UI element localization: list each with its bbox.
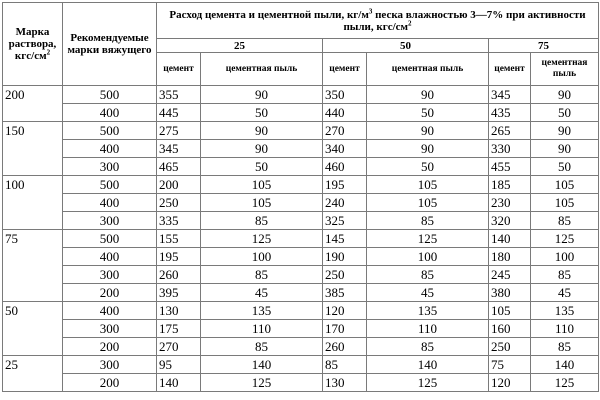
value-cell: 245 bbox=[489, 266, 531, 284]
value-cell: 355 bbox=[157, 86, 201, 104]
value-cell: 455 bbox=[489, 158, 531, 176]
value-cell: 270 bbox=[157, 338, 201, 356]
table-header bbox=[3, 3, 599, 86]
binder-cell: 400 bbox=[63, 104, 157, 122]
value-cell: 270 bbox=[323, 122, 367, 140]
binder-cell: 200 bbox=[63, 374, 157, 392]
activity-50-header: 50 bbox=[323, 39, 489, 53]
value-cell: 140 bbox=[157, 374, 201, 392]
value-cell: 135 bbox=[531, 302, 599, 320]
value-cell: 250 bbox=[489, 338, 531, 356]
value-cell: 385 bbox=[323, 284, 367, 302]
value-cell: 50 bbox=[201, 158, 323, 176]
value-cell: 200 bbox=[157, 176, 201, 194]
value-cell: 130 bbox=[323, 374, 367, 392]
value-cell: 435 bbox=[489, 104, 531, 122]
value-cell: 125 bbox=[367, 230, 489, 248]
value-cell: 125 bbox=[201, 230, 323, 248]
table-row bbox=[3, 86, 599, 104]
value-cell: 180 bbox=[489, 248, 531, 266]
value-cell: 325 bbox=[323, 212, 367, 230]
activity-75-header: 75 bbox=[489, 39, 599, 53]
value-cell: 445 bbox=[157, 104, 201, 122]
table-row bbox=[3, 230, 599, 248]
grade-column-header: Марка раствора, кгс/$см^2$ bbox=[3, 3, 63, 86]
binder-cell: 400 bbox=[63, 248, 157, 266]
value-cell: 185 bbox=[489, 176, 531, 194]
value-cell: 105 bbox=[201, 176, 323, 194]
table-row bbox=[3, 266, 599, 284]
value-cell: 125 bbox=[531, 374, 599, 392]
table-row bbox=[3, 338, 599, 356]
value-cell: 85 bbox=[201, 212, 323, 230]
value-cell: 90 bbox=[201, 140, 323, 158]
binder-cell: 300 bbox=[63, 320, 157, 338]
value-cell: 345 bbox=[489, 86, 531, 104]
value-cell: 195 bbox=[157, 248, 201, 266]
value-cell: 265 bbox=[489, 122, 531, 140]
value-cell: 75 bbox=[489, 356, 531, 374]
value-cell: 95 bbox=[157, 356, 201, 374]
binder-cell: 500 bbox=[63, 86, 157, 104]
table-row bbox=[3, 176, 599, 194]
value-cell: 90 bbox=[531, 86, 599, 104]
activity-25-header: 25 bbox=[157, 39, 323, 53]
value-cell: 90 bbox=[367, 122, 489, 140]
cement-75-header: цемент bbox=[489, 53, 531, 86]
value-cell: 440 bbox=[323, 104, 367, 122]
value-cell: 330 bbox=[489, 140, 531, 158]
value-cell: 155 bbox=[157, 230, 201, 248]
value-cell: 120 bbox=[489, 374, 531, 392]
value-cell: 100 bbox=[201, 248, 323, 266]
value-cell: 50 bbox=[531, 158, 599, 176]
value-cell: 130 bbox=[157, 302, 201, 320]
value-cell: 105 bbox=[531, 194, 599, 212]
grade-cell: 50 bbox=[3, 302, 63, 356]
binder-cell: 300 bbox=[63, 356, 157, 374]
value-cell: 100 bbox=[531, 248, 599, 266]
value-cell: 350 bbox=[323, 86, 367, 104]
value-cell: 85 bbox=[367, 212, 489, 230]
value-cell: 85 bbox=[201, 338, 323, 356]
binder-cell: 500 bbox=[63, 230, 157, 248]
value-cell: 90 bbox=[367, 86, 489, 104]
value-cell: 50 bbox=[531, 104, 599, 122]
value-cell: 195 bbox=[323, 176, 367, 194]
value-cell: 125 bbox=[201, 374, 323, 392]
binder-cell: 300 bbox=[63, 266, 157, 284]
value-cell: 85 bbox=[531, 266, 599, 284]
value-cell: 250 bbox=[157, 194, 201, 212]
value-cell: 395 bbox=[157, 284, 201, 302]
value-cell: 105 bbox=[367, 176, 489, 194]
value-cell: 250 bbox=[323, 266, 367, 284]
value-cell: 135 bbox=[201, 302, 323, 320]
grade-cell: 200 bbox=[3, 86, 63, 122]
table-row bbox=[3, 158, 599, 176]
dust-50-header: цементная пыль bbox=[367, 53, 489, 86]
value-cell: 50 bbox=[367, 104, 489, 122]
value-cell: 240 bbox=[323, 194, 367, 212]
binder-cell: 300 bbox=[63, 212, 157, 230]
cement-50-header: цемент bbox=[323, 53, 367, 86]
table-row bbox=[3, 122, 599, 140]
binder-cell: 200 bbox=[63, 338, 157, 356]
value-cell: 85 bbox=[531, 338, 599, 356]
consumption-header: Расход цемента и цементной пыли, $кг/м^3$ песка влажностью 3—7% при активности пыли, кгс/$см^2$ bbox=[157, 3, 599, 39]
dust-75-header: цементная пыль bbox=[531, 53, 599, 86]
table-row bbox=[3, 248, 599, 266]
value-cell: 105 bbox=[531, 176, 599, 194]
value-cell: 230 bbox=[489, 194, 531, 212]
cement-consumption-table bbox=[2, 2, 599, 392]
value-cell: 140 bbox=[531, 356, 599, 374]
value-cell: 175 bbox=[157, 320, 201, 338]
value-cell: 85 bbox=[367, 338, 489, 356]
binder-cell: 300 bbox=[63, 158, 157, 176]
binder-cell: 400 bbox=[63, 302, 157, 320]
grade-cell: 100 bbox=[3, 176, 63, 230]
value-cell: 90 bbox=[201, 122, 323, 140]
value-cell: 50 bbox=[367, 158, 489, 176]
value-cell: 320 bbox=[489, 212, 531, 230]
value-cell: 140 bbox=[367, 356, 489, 374]
table-row bbox=[3, 374, 599, 392]
grade-cell: 75 bbox=[3, 230, 63, 302]
binder-cell: 400 bbox=[63, 194, 157, 212]
value-cell: 110 bbox=[531, 320, 599, 338]
value-cell: 45 bbox=[531, 284, 599, 302]
value-cell: 190 bbox=[323, 248, 367, 266]
value-cell: 90 bbox=[531, 140, 599, 158]
table-row bbox=[3, 104, 599, 122]
value-cell: 275 bbox=[157, 122, 201, 140]
table-row bbox=[3, 320, 599, 338]
value-cell: 90 bbox=[201, 86, 323, 104]
value-cell: 110 bbox=[201, 320, 323, 338]
value-cell: 140 bbox=[201, 356, 323, 374]
value-cell: 125 bbox=[367, 374, 489, 392]
value-cell: 135 bbox=[367, 302, 489, 320]
value-cell: 460 bbox=[323, 158, 367, 176]
table-body bbox=[3, 86, 599, 392]
value-cell: 260 bbox=[323, 338, 367, 356]
value-cell: 345 bbox=[157, 140, 201, 158]
value-cell: 125 bbox=[531, 230, 599, 248]
value-cell: 85 bbox=[323, 356, 367, 374]
grade-cell: 25 bbox=[3, 356, 63, 392]
value-cell: 105 bbox=[201, 194, 323, 212]
value-cell: 105 bbox=[489, 302, 531, 320]
cement-25-header: цемент bbox=[157, 53, 201, 86]
table-row bbox=[3, 284, 599, 302]
table-row bbox=[3, 140, 599, 158]
value-cell: 335 bbox=[157, 212, 201, 230]
value-cell: 45 bbox=[367, 284, 489, 302]
value-cell: 160 bbox=[489, 320, 531, 338]
table-row bbox=[3, 212, 599, 230]
binder-cell: 500 bbox=[63, 122, 157, 140]
binder-cell: 500 bbox=[63, 176, 157, 194]
value-cell: 105 bbox=[367, 194, 489, 212]
value-cell: 170 bbox=[323, 320, 367, 338]
value-cell: 340 bbox=[323, 140, 367, 158]
table-row bbox=[3, 194, 599, 212]
table-row bbox=[3, 302, 599, 320]
value-cell: 100 bbox=[367, 248, 489, 266]
binder-cell: 200 bbox=[63, 284, 157, 302]
value-cell: 110 bbox=[367, 320, 489, 338]
value-cell: 85 bbox=[531, 212, 599, 230]
value-cell: 260 bbox=[157, 266, 201, 284]
value-cell: 380 bbox=[489, 284, 531, 302]
grade-cell: 150 bbox=[3, 122, 63, 176]
binder-column-header: Рекомендуемые марки вяжущего bbox=[63, 3, 157, 86]
value-cell: 145 bbox=[323, 230, 367, 248]
value-cell: 90 bbox=[531, 122, 599, 140]
value-cell: 85 bbox=[201, 266, 323, 284]
value-cell: 90 bbox=[367, 140, 489, 158]
value-cell: 85 bbox=[367, 266, 489, 284]
table-row bbox=[3, 356, 599, 374]
value-cell: 465 bbox=[157, 158, 201, 176]
dust-25-header: цементная пыль bbox=[201, 53, 323, 86]
value-cell: 45 bbox=[201, 284, 323, 302]
binder-cell: 400 bbox=[63, 140, 157, 158]
value-cell: 120 bbox=[323, 302, 367, 320]
value-cell: 140 bbox=[489, 230, 531, 248]
value-cell: 50 bbox=[201, 104, 323, 122]
